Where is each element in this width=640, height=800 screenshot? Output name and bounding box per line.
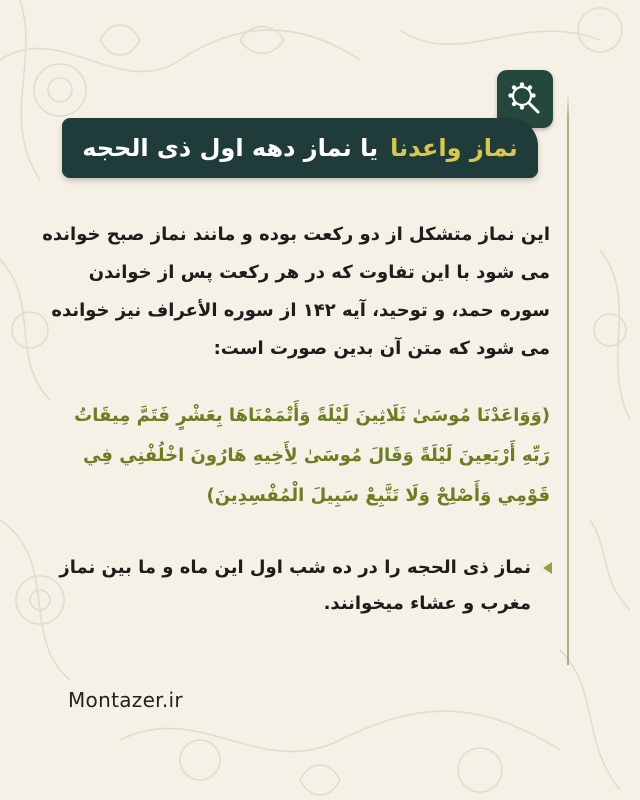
prayer-beads-magnifier-icon [505, 79, 545, 119]
bullet-item [40, 550, 552, 622]
title-rest: یا نماز دهه اول ذی الحجه [82, 134, 379, 162]
site-watermark: Montazer.ir [68, 688, 183, 712]
page-title [62, 118, 538, 178]
bullet-text: نماز ذی الحجه را در ده شب اول این ماه و ما بین نماز مغرب و عشاء میخوانند. [59, 557, 531, 614]
title-highlight: نماز واعدنا [390, 134, 518, 162]
triangle-bullet-icon [543, 562, 552, 574]
intro-paragraph: این نماز متشکل از دو رکعت بوده و مانند نماز صبح خوانده می شود با این تفاوت که در هر رکعت پس از خواندن سوره حمد، و توحید، آیه ۱۴۲ از سوره الأعراف نیز خوانده می شود که متن آن بدین صورت است: [42, 224, 550, 359]
accent-vertical-line [567, 120, 569, 665]
accent-line-fade [567, 92, 569, 120]
quran-verse: (وَوَاعَدْنَا مُوسَىٰ ثَلَاثِينَ لَيْلَةً وَأَتْمَمْنَاهَا بِعَشْرٍ فَتَمَّ مِيقَاتُ رَبِّهِ أَرْبَعِينَ لَيْلَةً وَقَالَ مُوسَىٰ لِأَخِيهِ هَارُونَ اخْلُفْنِي فِي قَوْمِي وَأَصْلِحْ وَلَا تَتَّبِعْ سَبِيلَ الْمُفْسِدِينَ) [74, 405, 550, 506]
